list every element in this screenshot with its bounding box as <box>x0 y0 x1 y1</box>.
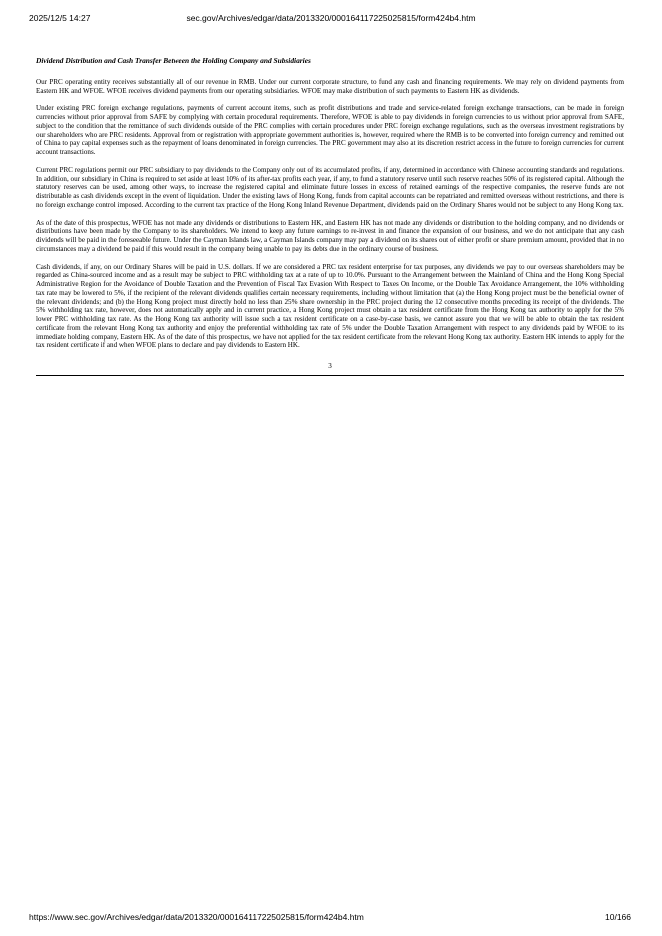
page-number: 3 <box>328 362 332 370</box>
section-title: Dividend Distribution and Cash Transfer Between the Holding Company and Subsidiaries <box>36 56 311 65</box>
paragraph-foreign-exchange: Under existing PRC foreign exchange regulations, payments of current account items, such as profit distributions and trade and service-related foreign exchange transactions, can be made in foreign currencies without prior approval from SAFE by complying with certain procedural requirements. Therefore, WFOE is able to pay dividends in foreign currencies to us without prior approval from SAFE, subject to the condition that the remittance of such dividends outside of the PRC complies with certain procedures under PRC foreign exchange regulations, such as the overseas investment registrations by our shareholders who are PRC residents. Approval from or registration with appropriate government authorities is, however, required where the RMB is to be converted into foreign currency and remitted out of China to pay capital expenses such as the repayment of loans denominated in foreign currencies. The PRC government may also at its discretion restrict access in the future to foreign currencies for current account transactions. <box>36 104 624 156</box>
document-body <box>36 57 624 376</box>
page-divider <box>36 375 624 376</box>
print-url: sec.gov/Archives/edgar/data/2013320/000164117225025815/form424b4.htm <box>186 13 476 23</box>
paragraph-distributions-status: As of the date of this prospectus, WFOE has not made any dividends or distributions to Eastern HK, and Eastern HK has not made any dividends or distribution to the holding company, and no dividends or distributions have been made by the Company to its shareholders. We intend to keep any future earnings to re-invest in and finance the expansion of our business, and we do not anticipate that any cash dividends will be paid in the foreseeable future. Under the Cayman Islands law, a Cayman Islands company may pay a dividend on its shares out of either profit or share premium amount, provided that in no circumstances may a dividend be paid if this would result in the company being unable to pay its debts due in the ordinary course of business. <box>36 218 624 253</box>
print-footer <box>0 912 662 924</box>
footer-url: https://www.sec.gov/Archives/edgar/data/2013320/000164117225025815/form424b4.htm <box>29 912 364 922</box>
paragraph-revenue: Our PRC operating entity receives substantially all of our revenue in RMB. Under our current corporate structure, to fund any cash and financing requirements. We may rely on dividend payments from Eastern HK and WFOE. WFOE receives dividend payments from our operating subsidiaries. WFOE may make distribution of such payments to Eastern HK as dividends. <box>36 77 624 95</box>
print-datetime: 2025/12/5 14:27 <box>29 13 91 23</box>
paragraph-cash-dividends: Cash dividends, if any, on our Ordinary Shares will be paid in U.S. dollars. If we are considered a PRC tax resident enterprise for tax purposes, any dividends we pay to our overseas shareholders may be regarded as China-sourced income and as a result may be subject to PRC withholding tax at a rate of up to 10.0%. Pursuant to the Arrangement between the Mainland of China and the Hong Kong Special Administrative Region for the Avoidance of Double Taxation and the Prevention of Fiscal Tax Evasion With Respect to Taxes On Income, or the Double Tax Avoidance Arrangement, the 10% withholding tax rate may be lowered to 5%, if the recipient of the relevant dividends qualifies certain necessary requirements, including without limitation that (a) the Hong Kong project must be the beneficial owner of the relevant dividends; and (b) the Hong Kong project must directly hold no less than 25% share ownership in the PRC project during the 12 consecutive months preceding its receipt of the dividends. The 5% withholding tax rate, however, does not automatically apply and in current practice, a Hong Kong project must obtain a tax resident certificate from the Hong Kong tax authority to apply for the 5% lower PRC withholding tax rate. As the Hong Kong tax authority will issue such a tax resident certificate on a case-by-case basis, we cannot assure you that we will be able to obtain the tax resident certificate from the relevant Hong Kong tax authority and enjoy the preferential withholding tax rate of 5% under the Double Taxation Arrangement with respect to any dividends paid by WFOE to its immediate holding company, Eastern HK. As of the date of this prospectus, we have not applied for the tax resident certificate from the relevant Hong Kong tax authority. Eastern HK intends to apply for the tax resident certificate if and when WFOE plans to declare and pay dividends to Eastern HK. <box>36 262 624 350</box>
print-header <box>0 13 662 25</box>
footer-page-count: 10/166 <box>605 912 631 922</box>
paragraph-prc-regulations: Current PRC regulations permit our PRC subsidiary to pay dividends to the Company only out of its accumulated profits, if any, determined in accordance with Chinese accounting standards and regulations. In addition, our subsidiary in China is required to set aside at least 10% of its after-tax profits each year, if any, to fund a statutory reserve until such reserve reaches 50% of its registered capital. Although the statutory reserves can be used, among other ways, to increase the registered capital and eliminate future losses in excess of retained earnings of the respective companies, the reserve funds are not distributable as cash dividends except in the event of liquidation. Under the existing laws of Hong Kong, funds from capital accounts can be repatriated and remitted overseas without restrictions, and there is no foreign exchange control imposed. According to the current tax practice of the Hong Kong Inland Revenue Department, dividends paid on the Ordinary Shares would not be subject to any Hong Kong tax. <box>36 165 624 209</box>
